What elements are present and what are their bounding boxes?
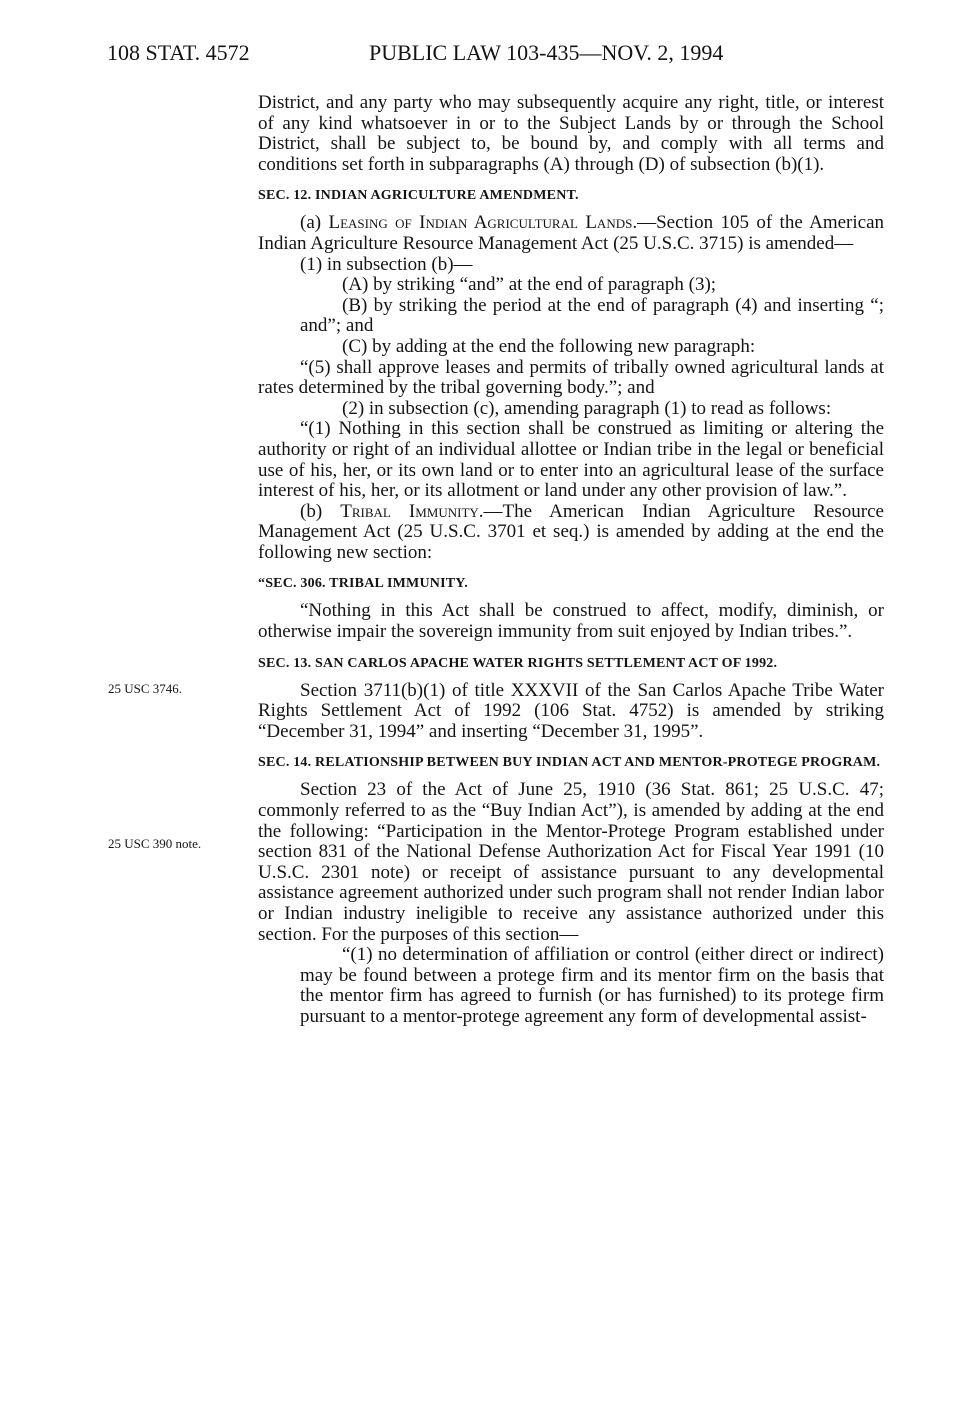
subsection-a-label: (a)	[300, 212, 329, 234]
document-body	[258, 93, 884, 1028]
subparagraph-a: (A) by striking “and” at the end of paragraph (3);	[342, 274, 717, 296]
section-14-paragraph-1: “(1) no determination of affiliation or control (either direct or indirect) may be found between a protege firm and its mentor firm on the basis that the mentor firm has agreed to furnish (or has furnished) to its protege firm pursuant to a mentor-protege agreement any form of developmental assist-	[300, 944, 884, 1027]
subsection-b-label: (b)	[300, 500, 341, 522]
margin-note-3746: 25 USC 3746.	[108, 681, 183, 696]
page-reference: 108 STAT. 4572	[107, 40, 250, 65]
section-14-text: Section 23 of the Act of June 25, 1910 (36 Stat. 861; 25 U.S.C. 47; commonly referred to as the “Buy Indian Act”), is amended by adding at the end the following: “Participation in the Mentor-Protege Program established under section 831 of the National Defense Authorization Act for Fiscal Year 1991 (10 U.S.C. 2301 note) or receipt of assistance pursuant to any developmental assistance agreement authorized under such program shall not render Indian labor or Indian industry ineligible to receive any assistance authorized under this section. For the purposes of this section—	[258, 779, 884, 945]
subsection-b-caption: Tribal Immunity.	[340, 500, 484, 522]
section-13-heading: SEC. 13. SAN CARLOS APACHE WATER RIGHTS SETTLEMENT ACT OF 1992.	[258, 655, 778, 671]
subparagraph-c: (C) by adding at the end the following new paragraph:	[342, 335, 756, 357]
intro-paragraph: District, and any party who may subsequently acquire any right, title, or interest of any kind whatsoever in or to the Subject Lands by or through the School District, shall be subject to, be bound by, and comply with all terms and conditions set forth in subparagraphs (A) through (D) of subsection (b)(1).	[258, 92, 884, 175]
section-12-heading: SEC. 12. INDIAN AGRICULTURE AMENDMENT.	[258, 188, 579, 204]
new-paragraph-5: “(5) shall approve leases and permits of tribally owned agricultural lands at rates determined by the tribal governing body.”; and	[258, 356, 884, 399]
subsection-a-text: —Section 105 of the American Indian Agriculture Resource Management Act (25 U.S.C. 3715) is amended—	[258, 212, 885, 254]
amended-paragraph-1: “(1) Nothing in this section shall be construed as limiting or altering the authority or right of an individual allottee or Indian tribe in the legal or beneficial use of his, her, or its own land or to enter into an agricultural lease of the surface interest of his, her, or its allotment or land under any other provision of law.”.	[258, 418, 884, 502]
paragraph-2: (2) in subsection (c), amending paragraph (1) to read as follows:	[342, 397, 832, 419]
section-306-text: “Nothing in this Act shall be construed to affect, modify, diminish, or otherwise impair the sovereign immunity from suit enjoyed by Indian tribes.”.	[258, 600, 884, 643]
subparagraph-b: (B) by striking the period at the end of paragraph (4) and inserting “; and”; and	[300, 294, 884, 337]
section-14-heading: SEC. 14. RELATIONSHIP BETWEEN BUY INDIAN ACT AND MENTOR-PROTEGE PROGRAM.	[258, 755, 881, 771]
subsection-a-caption: Leasing of Indian Agricultural Lands.	[328, 212, 638, 234]
section-306-heading: “SEC. 306. TRIBAL IMMUNITY.	[258, 576, 468, 592]
paragraph-1: (1) in subsection (b)—	[300, 253, 473, 275]
margin-note-390: 25 USC 390 note.	[108, 836, 202, 851]
law-title: PUBLIC LAW 103-435—NOV. 2, 1994	[369, 40, 724, 65]
subsection-b-text: —The American Indian Agriculture Resource Management Act (25 U.S.C. 3701 et seq.) is amended by adding at the end the following new section:	[258, 500, 884, 563]
subsection-b	[258, 502, 884, 564]
subsection-a	[258, 213, 884, 254]
page-header	[107, 40, 920, 80]
section-13-text: Section 3711(b)(1) of title XXXVII of the San Carlos Apache Tribe Water Rights Settlement Act of 1992 (106 Stat. 4752) is amended by striking “December 31, 1994” and inserting “December 31, 1995”.	[258, 679, 884, 742]
